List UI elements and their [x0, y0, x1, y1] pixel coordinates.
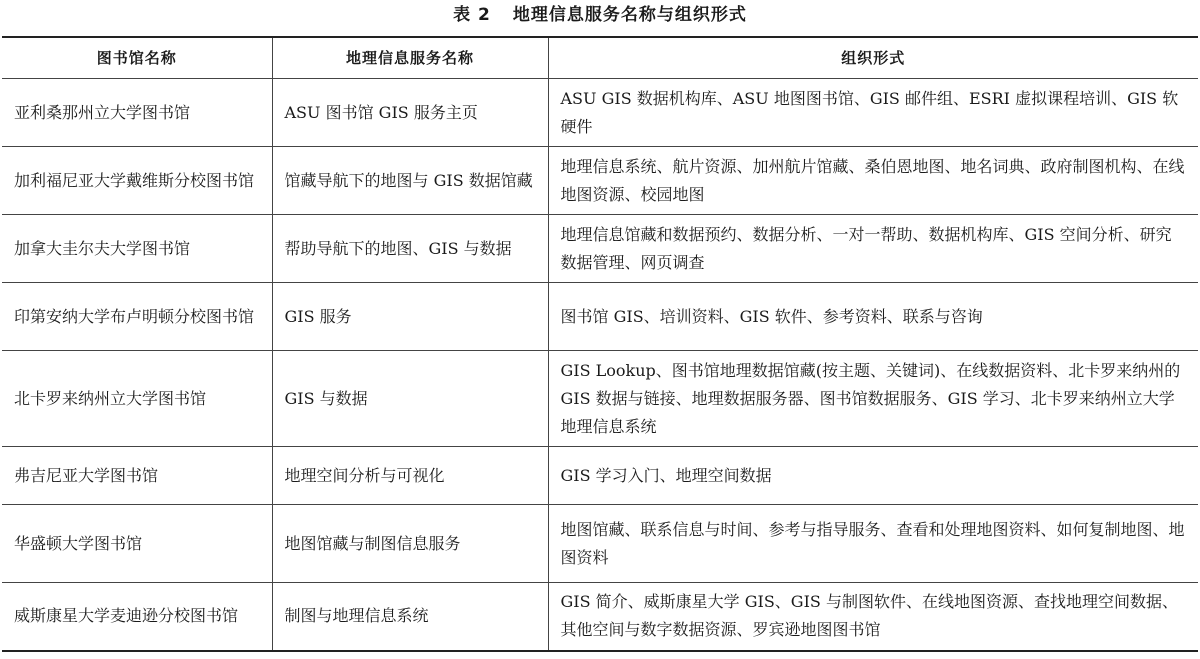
- column-header-library: 图书馆名称: [2, 37, 272, 79]
- header-row: [2, 37, 1198, 79]
- table-row: [2, 583, 1198, 651]
- service-name: GIS 与数据: [272, 351, 548, 447]
- service-name: GIS 服务: [272, 283, 548, 351]
- table-title: 地理信息服务名称与组织形式: [512, 5, 747, 25]
- organization-form: 地图馆藏、联系信息与时间、参考与指导服务、查看和处理地图资料、如何复制地图、地图资料: [548, 505, 1198, 583]
- table-row: [2, 447, 1198, 505]
- library-name: 北卡罗来纳州立大学图书馆: [2, 351, 272, 447]
- library-name: 华盛顿大学图书馆: [2, 505, 272, 583]
- organization-form: 地理信息馆藏和数据预约、数据分析、一对一帮助、数据机构库、GIS 空间分析、研究数据管理、网页调查: [548, 215, 1198, 283]
- table-row: [2, 351, 1198, 447]
- table-caption: [0, 0, 1200, 34]
- column-header-service: 地理信息服务名称: [272, 37, 548, 79]
- table-row: [2, 215, 1198, 283]
- organization-form: 地理信息系统、航片资源、加州航片馆藏、桑伯恩地图、地名词典、政府制图机构、在线地图资源、校园地图: [548, 147, 1198, 215]
- library-name: 加拿大圭尔夫大学图书馆: [2, 215, 272, 283]
- library-name: 弗吉尼亚大学图书馆: [2, 447, 272, 505]
- service-name: 制图与地理信息系统: [272, 583, 548, 651]
- library-name: 亚利桑那州立大学图书馆: [2, 79, 272, 147]
- table-row: [2, 147, 1198, 215]
- library-name: 威斯康星大学麦迪逊分校图书馆: [2, 583, 272, 651]
- table-row: [2, 79, 1198, 147]
- organization-form: ASU GIS 数据机构库、ASU 地图图书馆、GIS 邮件组、ESRI 虚拟课程培训、GIS 软硬件: [548, 79, 1198, 147]
- organization-form: GIS Lookup、图书馆地理数据馆藏(按主题、关键词)、在线数据资料、北卡罗来纳州的 GIS 数据与链接、地理数据服务器、图书馆数据服务、GIS 学习、北卡罗来纳州立大学地理信息系统: [548, 351, 1198, 447]
- library-name: 印第安纳大学布卢明顿分校图书馆: [2, 283, 272, 351]
- services-table: [2, 36, 1198, 652]
- table-row: [2, 505, 1198, 583]
- table-number: 表 2: [453, 5, 491, 25]
- service-name: ASU 图书馆 GIS 服务主页: [272, 79, 548, 147]
- organization-form: GIS 简介、威斯康星大学 GIS、GIS 与制图软件、在线地图资源、查找地理空间数据、其他空间与数字数据资源、罗宾逊地图图书馆: [548, 583, 1198, 651]
- service-name: 地图馆藏与制图信息服务: [272, 505, 548, 583]
- organization-form: 图书馆 GIS、培训资料、GIS 软件、参考资料、联系与咨询: [548, 283, 1198, 351]
- service-name: 帮助导航下的地图、GIS 与数据: [272, 215, 548, 283]
- table-row: [2, 283, 1198, 351]
- column-header-form: 组织形式: [548, 37, 1198, 79]
- service-name: 地理空间分析与可视化: [272, 447, 548, 505]
- organization-form: GIS 学习入门、地理空间数据: [548, 447, 1198, 505]
- library-name: 加利福尼亚大学戴维斯分校图书馆: [2, 147, 272, 215]
- service-name: 馆藏导航下的地图与 GIS 数据馆藏: [272, 147, 548, 215]
